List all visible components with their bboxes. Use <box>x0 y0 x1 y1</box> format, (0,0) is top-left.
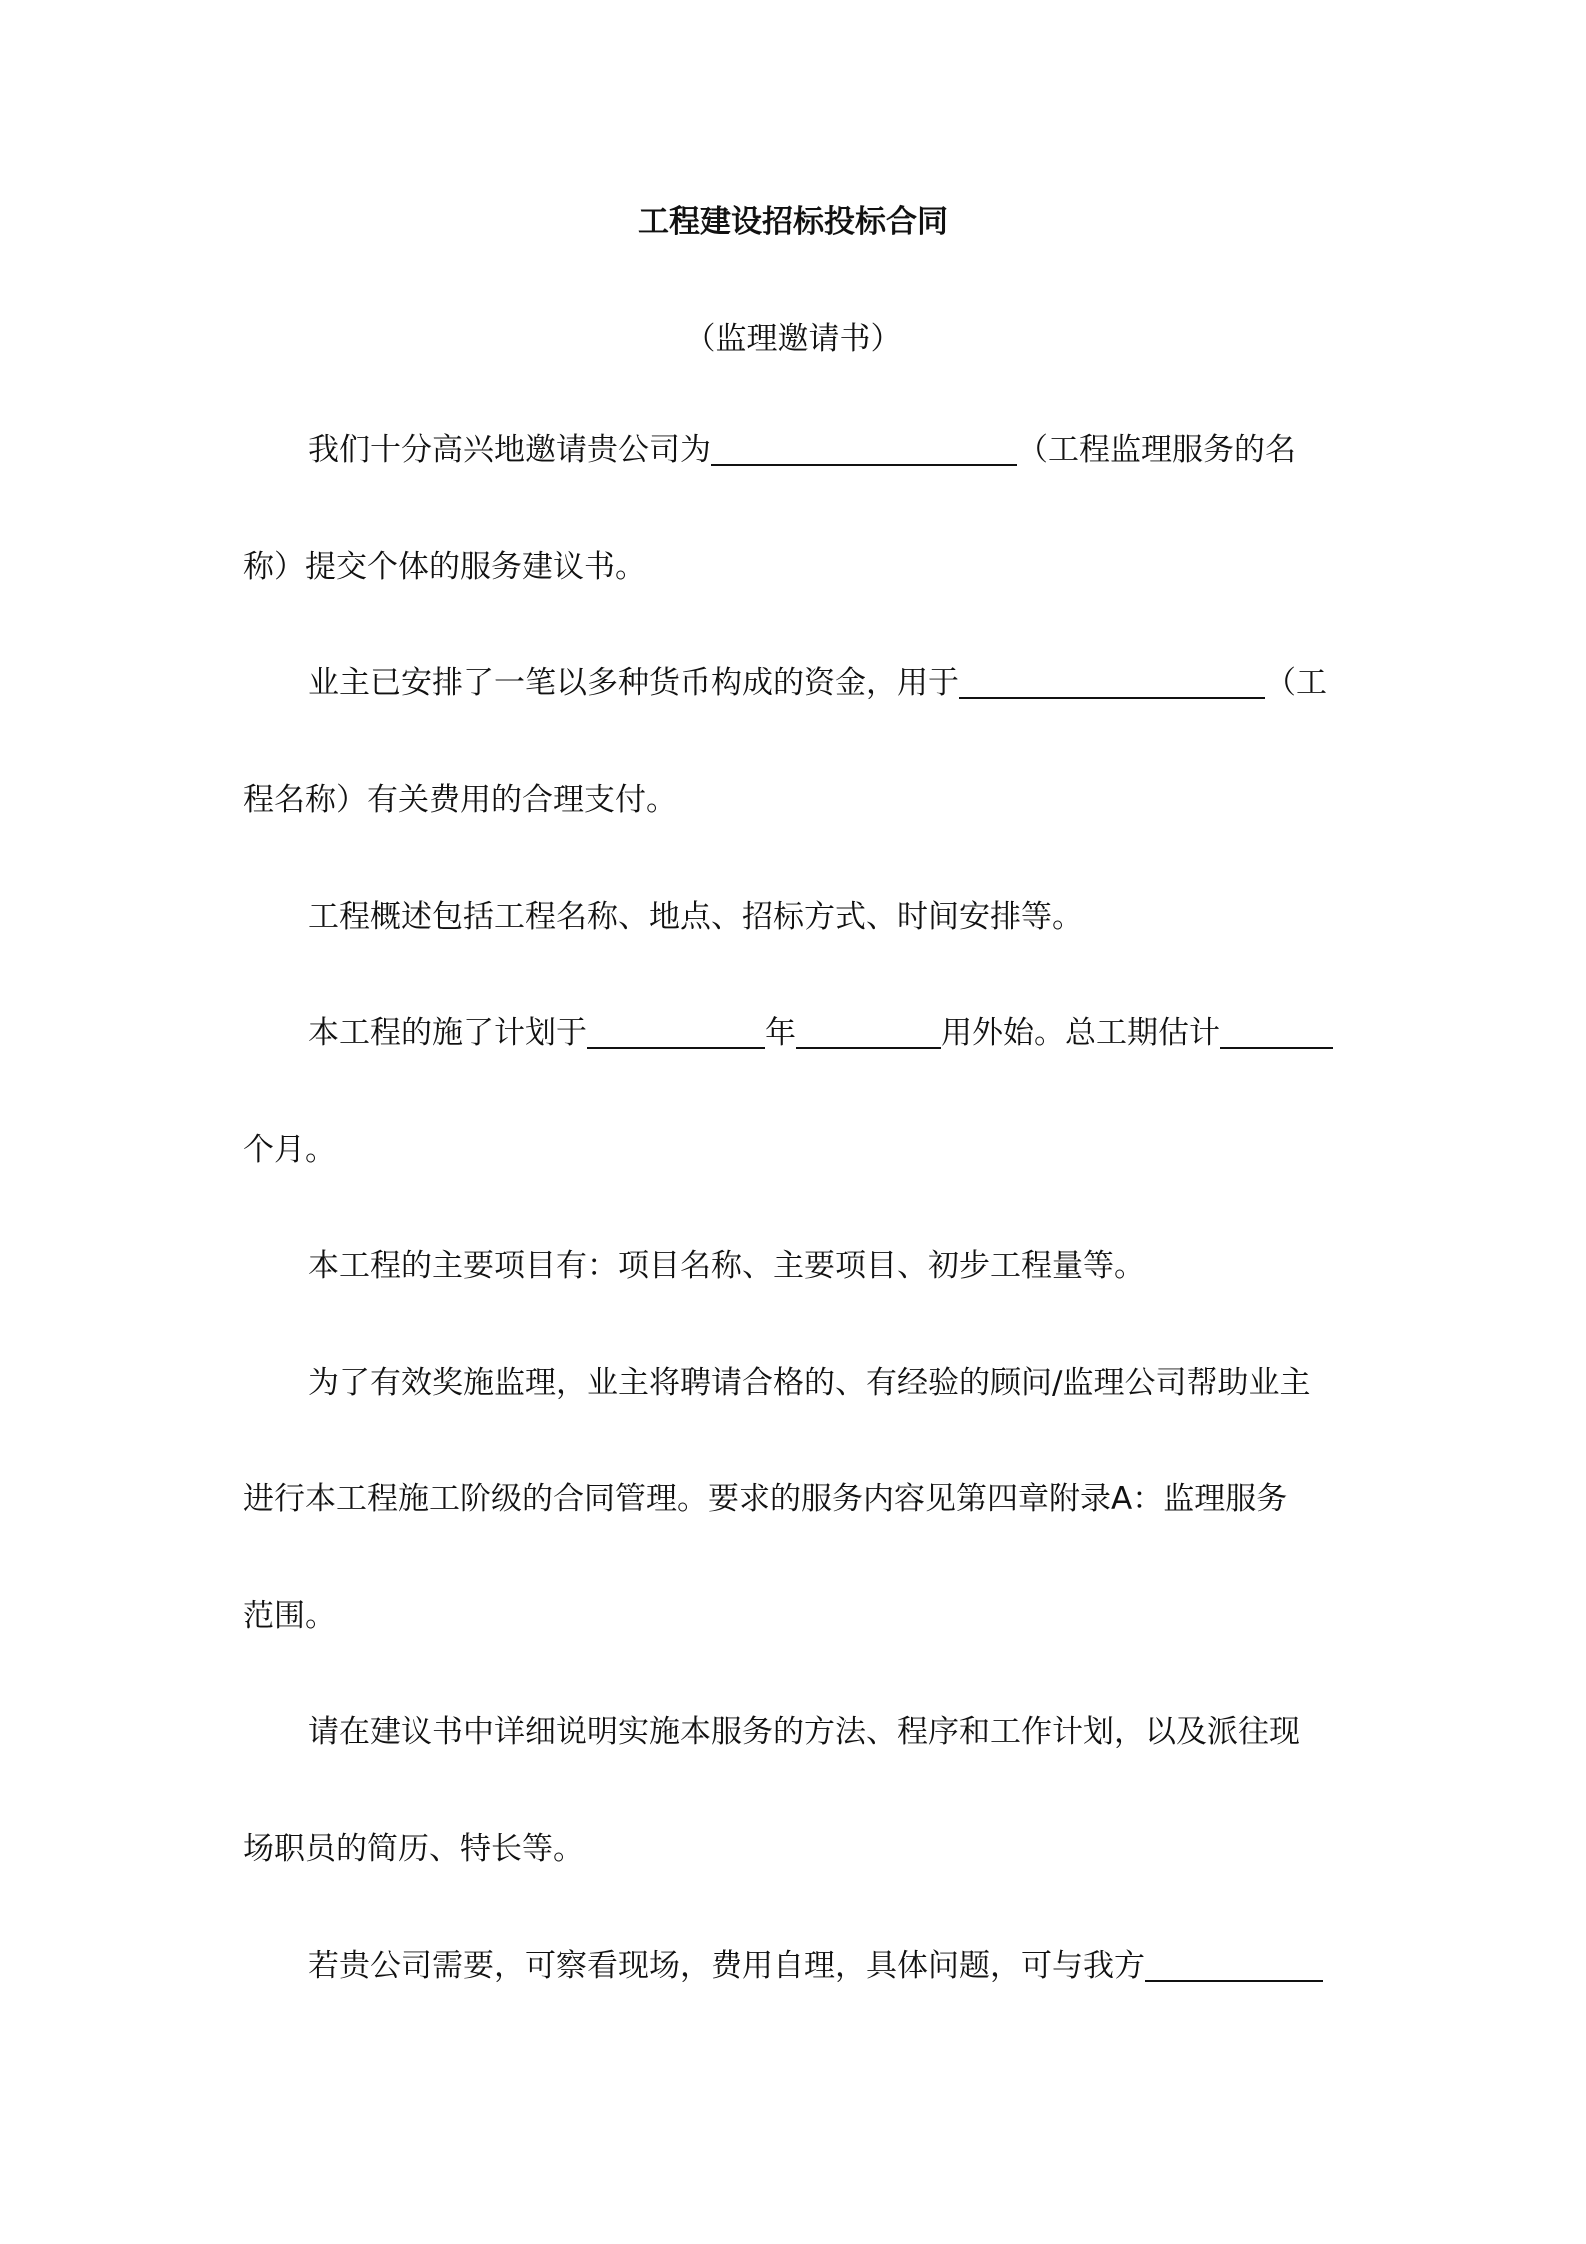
paragraph-text: 场职员的简历、特长等。 <box>243 1831 584 1867</box>
paragraph-4-line-1 <box>308 1011 1333 1055</box>
paragraph-text: 个月。 <box>243 1132 336 1168</box>
paragraph-text: 程名称）有关费用的合理支付。 <box>243 782 677 818</box>
paragraph-6-line-1 <box>308 1361 1310 1405</box>
paragraph-text: 业主已安排了一笔以多种货币构成的资金，用于 <box>308 665 959 701</box>
paragraph-6-line-2 <box>243 1477 1287 1521</box>
document-subtitle: （监理邀请书） <box>684 321 902 357</box>
fill-in-blank-duration <box>1220 1013 1333 1049</box>
fill-in-blank-service-name <box>711 430 1017 466</box>
paragraph-text: 进行本工程施工阶级的合同管理。要求的服务内容见第四章附录A：监理服务 <box>243 1481 1288 1517</box>
paragraph-7-line-1 <box>308 1710 1300 1754</box>
paragraph-text: （工程监理服务的名 <box>1017 432 1296 468</box>
paragraph-text: 我们十分高兴地邀请贵公司为 <box>308 432 711 468</box>
paragraph-text: 若贵公司需要，可察看现场，费用自理，具体问题，可与我方 <box>308 1948 1145 1984</box>
paragraph-2-line-2 <box>243 778 677 822</box>
fill-in-blank-contact <box>1145 1946 1323 1982</box>
paragraph-text: 工程概述包括工程名称、地点、招标方式、时间安排等。 <box>308 899 1083 935</box>
paragraph-text: 称）提交个体的服务建议书。 <box>243 549 646 585</box>
paragraph-text: 用外始。总工期估计 <box>941 1015 1220 1051</box>
paragraph-1-line-1 <box>308 428 1296 472</box>
paragraph-4-line-2 <box>243 1128 336 1172</box>
paragraph-8-line-1 <box>308 1944 1323 1988</box>
fill-in-blank-year <box>587 1013 765 1049</box>
paragraph-text: 范围。 <box>243 1598 336 1634</box>
paragraph-text: 本工程的施了计划于 <box>308 1015 587 1051</box>
paragraph-text: （工 <box>1265 665 1327 701</box>
paragraph-6-line-3 <box>243 1594 336 1638</box>
paragraph-text: 本工程的主要项目有：项目名称、主要项目、初步工程量等。 <box>308 1248 1145 1284</box>
fill-in-blank-month <box>796 1013 941 1049</box>
paragraph-2-line-1 <box>308 661 1327 705</box>
paragraph-3 <box>308 895 1083 939</box>
paragraph-text: 为了有效奖施监理，业主将聘请合格的、有经验的顾问/监理公司帮助业主 <box>308 1365 1311 1401</box>
paragraph-text: 请在建议书中详细说明实施本服务的方法、程序和工作计划，以及派往现 <box>308 1714 1300 1750</box>
paragraph-text: 年 <box>765 1015 796 1051</box>
fill-in-blank-project-name <box>959 663 1265 699</box>
paragraph-1-line-2 <box>243 545 646 589</box>
paragraph-7-line-2 <box>243 1827 584 1871</box>
document-title: 工程建设招标投标合同 <box>638 204 948 240</box>
paragraph-5 <box>308 1244 1145 1288</box>
